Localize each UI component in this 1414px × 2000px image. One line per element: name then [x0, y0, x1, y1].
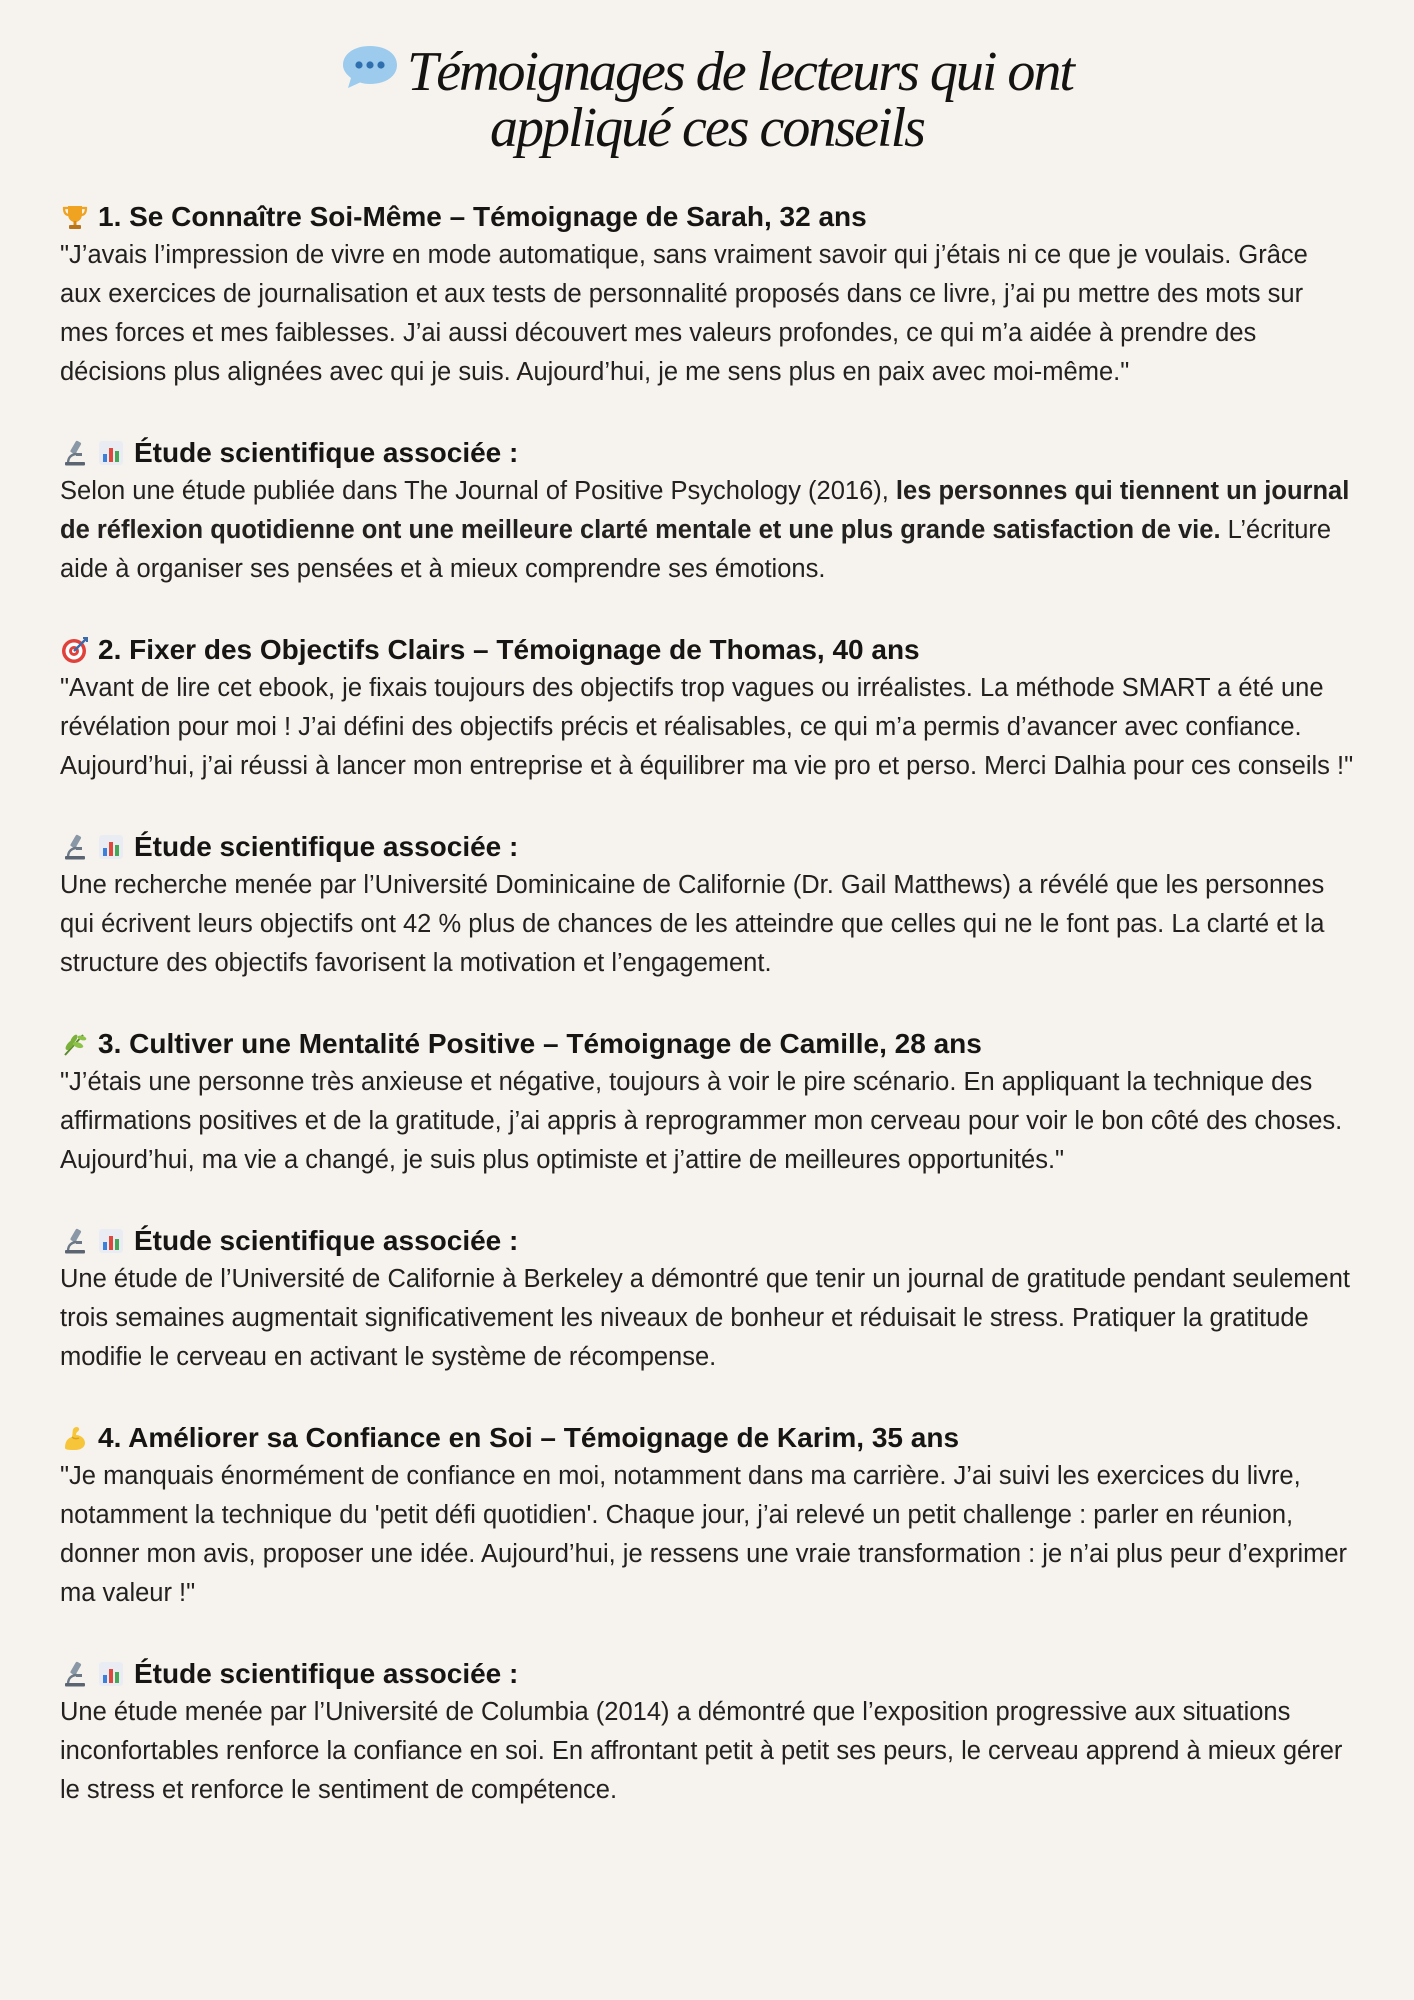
testimonial-text: "Avant de lire cet ebook, je fixais toujours des objectifs trop vagues ou irréalistes. La méthode SMART a été une révélation pour moi ! J’ai défini des objectifs précis et réalisables, ce qui m’a permis d’avancer avec confiance. Aujourd’hui, j’ai réussi à lancer mon entreprise et à équilibrer ma vie pro et perso. Merci Dalhia pour ces conseils !"	[60, 674, 1354, 780]
section-heading-text: 1. Se Connaître Soi-Même – Témoignage de Sarah, 32 ans	[98, 201, 867, 232]
study-text: Une étude menée par l’Université de Columbia (2014) a démontré que l’exposition progressive aux situations inconfortables renforce la confiance en soi. En affrontant petit à petit ses peurs, le cerveau apprend à mieux gérer le stress et renforce le sentiment de compétence.	[60, 1698, 1343, 1804]
microscope-icon	[60, 1659, 90, 1689]
microscope-icon	[60, 832, 90, 862]
study-text-regular: Selon une étude publiée dans The Journal of Positive Psychology (2016),	[60, 477, 896, 505]
speech-bubble-icon	[341, 44, 399, 84]
testimonial-text: "Je manquais énormément de confiance en moi, notamment dans ma carrière. J’ai suivi les exercices du livre, notamment la technique du 'petit défi quotidien'. Chaque jour, j’ai relevé un petit challenge : parler en réunion, donner mon avis, proposer une idée. Aujourd’hui, je ressens une vraie transformation : je n’ai plus peur d’exprimer ma valeur !"	[60, 1462, 1348, 1607]
study-heading	[60, 1655, 1354, 1693]
study-heading-text: Étude scientifique associée :	[134, 831, 519, 862]
study-heading-text: Étude scientifique associée :	[134, 437, 519, 468]
section-4	[60, 1419, 1354, 1810]
bar-chart-icon	[96, 1226, 126, 1256]
section-heading	[60, 1025, 1354, 1063]
study-heading-text: Étude scientifique associée :	[134, 1658, 519, 1689]
study-text: Une recherche menée par l’Université Dominicaine de Californie (Dr. Gail Matthews) a révélé que les personnes qui écrivent leurs objectifs ont 42 % plus de chances de les atteindre que celles qui ne le font pas. La clarté et la structure des objectifs favorisent la motivation et l’engagement.	[60, 871, 1325, 977]
study-heading	[60, 1222, 1354, 1260]
page-title-line2: appliqué ces conseils	[490, 97, 924, 159]
flexed-biceps-icon	[60, 1423, 90, 1453]
study-text: Une étude de l’Université de Californie à Berkeley a démontré que tenir un journal de gratitude pendant seulement trois semaines augmentait significativement les niveaux de bonheur et réduisait le stress. Pratiquer la gratitude modifie le cerveau en activant le système de récompense.	[60, 1265, 1350, 1371]
bar-chart-icon	[96, 438, 126, 468]
target-icon	[60, 635, 90, 665]
section-3	[60, 1025, 1354, 1377]
herb-icon	[60, 1029, 90, 1059]
study-text	[60, 472, 1354, 589]
bar-chart-icon	[96, 832, 126, 862]
section-heading-text: 2. Fixer des Objectifs Clairs – Témoignage de Thomas, 40 ans	[98, 634, 920, 665]
microscope-icon	[60, 438, 90, 468]
section-2	[60, 631, 1354, 983]
section-heading	[60, 1419, 1354, 1457]
microscope-icon	[60, 1226, 90, 1256]
trophy-icon	[60, 202, 90, 232]
testimonial-text: "J’étais une personne très anxieuse et négative, toujours à voir le pire scénario. En appliquant la technique des affirmations positives et de la gratitude, j’ai appris à reprogrammer mon cerveau pour voir le bon côté des choses. Aujourd’hui, ma vie a changé, je suis plus optimiste et j’attire de meilleures opportunités."	[60, 1068, 1343, 1174]
study-heading	[60, 828, 1354, 866]
section-heading-text: 3. Cultiver une Mentalité Positive – Témoignage de Camille, 28 ans	[98, 1028, 982, 1059]
section-heading	[60, 631, 1354, 669]
section-heading	[60, 198, 1354, 236]
page-title	[60, 41, 1354, 159]
study-text-regular-end: L’écriture aide à organiser ses pensées et à mieux comprendre ses émotions.	[60, 516, 1332, 583]
section-1	[60, 198, 1354, 589]
study-text-bold: les personnes qui tiennent un journal de réflexion quotidienne ont une meilleure clarté mentale et une plus grande satisfaction de vie.	[60, 477, 1350, 544]
page-title-line1: Témoignages de lecteurs qui ont	[407, 41, 1073, 103]
study-heading	[60, 434, 1354, 472]
study-heading-text: Étude scientifique associée :	[134, 1225, 519, 1256]
title-block	[60, 41, 1354, 159]
section-heading-text: 4. Améliorer sa Confiance en Soi – Témoignage de Karim, 35 ans	[98, 1422, 960, 1453]
bar-chart-icon	[96, 1659, 126, 1689]
testimonial-text: "J’avais l’impression de vivre en mode automatique, sans vraiment savoir qui j’étais ni ce que je voulais. Grâce aux exercices de journalisation et aux tests de personnalité proposés dans ce livre, j’ai pu mettre des mots sur mes forces et mes faiblesses. J’ai aussi découvert mes valeurs profondes, ce qui m’a aidée à prendre des décisions plus alignées avec qui je suis. Aujourd’hui, je me sens plus en paix avec moi-même."	[60, 241, 1308, 386]
